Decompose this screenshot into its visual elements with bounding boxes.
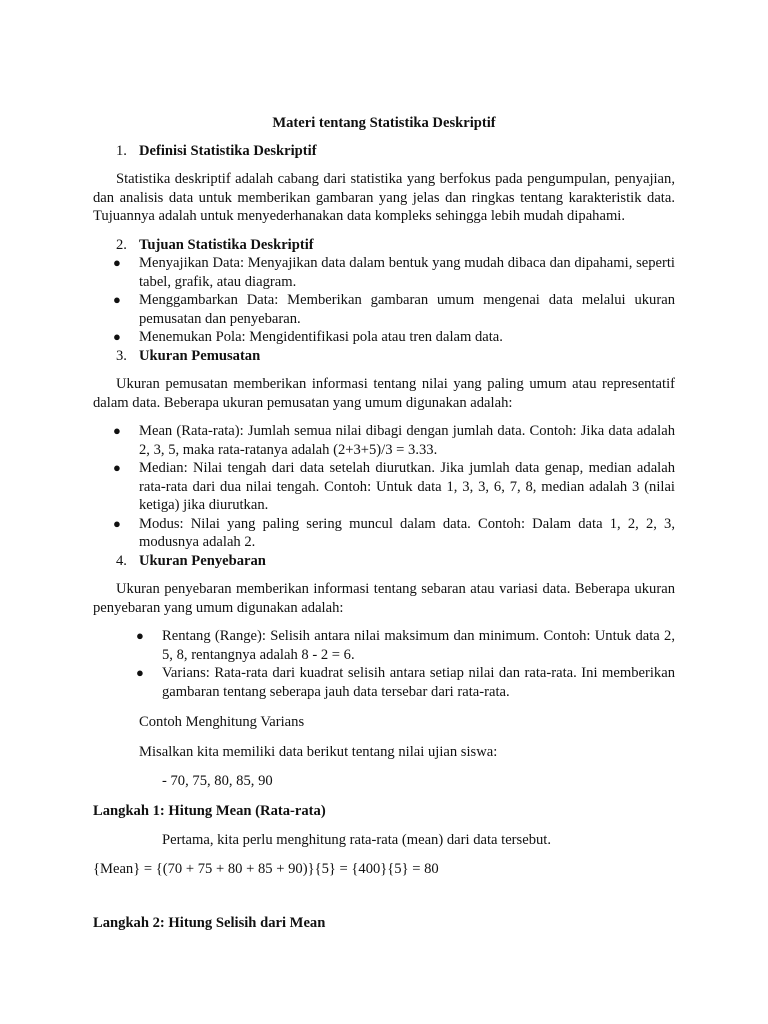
section-1-number: 1. (116, 142, 127, 159)
bullet-icon: ● (113, 460, 121, 475)
list-item-text: Modus: Nilai yang paling sering muncul dalam data. Contoh: Dalam data 1, 2, 2, 3, modusnya adalah 2. (139, 515, 675, 550)
section-1-paragraph: Statistika deskriptif adalah cabang dari statistika yang berfokus pada pengumpulan, penyajian, dan analisis data untuk memberikan gambaran yang jelas dan ringkas tentang karakteristik data. Tujuannya adalah untuk menyederhanakan data kompleks sehingga lebih mudah dipahami. (93, 171, 675, 224)
section-3-heading (93, 347, 675, 366)
bullet-icon: ● (113, 292, 121, 307)
bullet-icon: ● (113, 255, 121, 270)
section-3-title: Ukuran Pemusatan (139, 347, 261, 364)
step-1-heading: Langkah 1: Hitung Mean (Rata-rata) (93, 802, 326, 819)
section-1-title: Definisi Statistika Deskriptif (139, 142, 317, 159)
bullet-icon: ● (136, 665, 144, 680)
section-1-heading (93, 142, 675, 161)
list-item (93, 422, 675, 459)
section-4-number: 4. (116, 552, 127, 569)
section-3-list (93, 422, 675, 552)
section-4-list (93, 627, 675, 701)
list-item (93, 515, 675, 552)
step-2-heading: Langkah 2: Hitung Selisih dari Mean (93, 915, 326, 931)
example-data: - 70, 75, 80, 85, 90 (162, 773, 273, 789)
section-2-title: Tujuan Statistika Deskriptif (139, 236, 314, 253)
step-1-formula: {Mean} = {(70 + 75 + 80 + 85 + 90)}{5} = {400}{5} = 80 (93, 860, 439, 877)
bullet-icon: ● (113, 515, 121, 531)
section-2-list (93, 254, 675, 347)
document-page (93, 114, 675, 933)
list-item (93, 664, 675, 701)
example-heading: Contoh Menghitung Varians (139, 714, 305, 730)
bullet-icon: ● (113, 423, 121, 438)
list-item-text: Rentang (Range): Selisih antara nilai maksimum dan minimum. Contoh: Untuk data 2, 5, 8, rentangnya adalah 8 - 2 = 6. (162, 628, 675, 663)
document-title: Materi tentang Statistika Deskriptif (272, 115, 496, 131)
bullet-icon: ● (136, 628, 144, 643)
list-item (93, 627, 675, 664)
bullet-icon: ● (113, 329, 121, 344)
section-2-heading (93, 236, 675, 255)
list-item-text: Varians: Rata-rata dari kuadrat selisih antara setiap nilai dan rata-rata. Ini memberikan gambaran tentang seberapa jauh data tersebar dari rata-rata. (162, 665, 675, 700)
list-item (93, 459, 675, 515)
example-intro: Misalkan kita memiliki data berikut tentang nilai ujian siswa: (139, 743, 498, 760)
list-item-text: Median: Nilai tengah dari data setelah diurutkan. Jika jumlah data genap, median adalah rata-rata dari dua nilai tengah. Contoh: Untuk data 1, 3, 3, 6, 7, 8, median adalah 3 (nilai ketiga) jika diurutkan. (139, 460, 675, 513)
list-item (93, 254, 675, 291)
list-item-text: Menggambarkan Data: Memberikan gambaran umum mengenai data melalui ukuran pemusatan dan penyebaran. (139, 292, 675, 327)
step-1-text: Pertama, kita perlu menghitung rata-rata (mean) dari data tersebut. (162, 832, 552, 848)
section-4-paragraph: Ukuran penyebaran memberikan informasi tentang sebaran atau variasi data. Beberapa ukuran penyebaran yang umum digunakan adalah: (93, 581, 675, 616)
section-2-number: 2. (116, 236, 127, 253)
list-item (93, 291, 675, 328)
list-item-text: Menemukan Pola: Mengidentifikasi pola atau tren dalam data. (139, 329, 503, 345)
section-3-number: 3. (116, 347, 127, 364)
list-item-text: Mean (Rata-rata): Jumlah semua nilai dibagi dengan jumlah data. Contoh: Jika data adalah 2, 3, 5, maka rata-ratanya adalah (2+3+5)/3 = 3.33. (139, 423, 675, 458)
list-item (93, 328, 675, 347)
section-4-heading (93, 552, 675, 571)
section-3-paragraph: Ukuran pemusatan memberikan informasi tentang nilai yang paling umum atau representatif dalam data. Beberapa ukuran pemusatan yang umum digunakan adalah: (93, 376, 675, 411)
list-item-text: Menyajikan Data: Menyajikan data dalam bentuk yang mudah dibaca dan dipahami, seperti tabel, grafik, atau diagram. (139, 255, 675, 290)
section-4-title: Ukuran Penyebaran (139, 552, 266, 569)
